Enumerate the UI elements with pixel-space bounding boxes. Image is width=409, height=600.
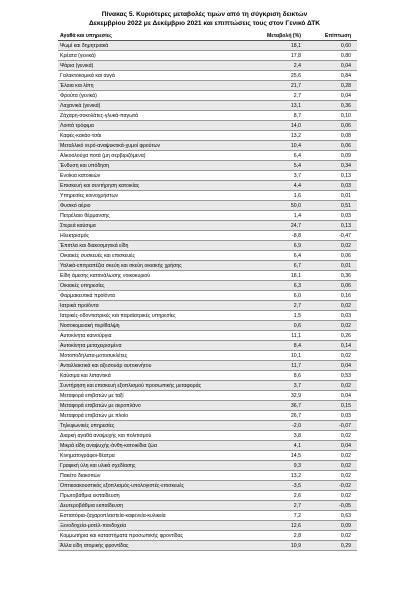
item-name-cell: Μεταφορά επιβατών με αεροπλάνο (58, 401, 223, 411)
item-name-cell: Γαλακτοκομικά και αυγά (58, 71, 223, 81)
table-row (58, 391, 357, 401)
effect-cell: 0,36 (305, 271, 357, 281)
table-title-line-1: Πίνακας 5. Κυριότερες μεταβολές τιμών από τη σύγκριση δεικτών (101, 11, 308, 18)
effect-cell: 0,13 (305, 171, 357, 181)
change-percent-cell: 11,1 (223, 331, 305, 341)
effect-cell: 0,06 (305, 281, 357, 291)
table-row (58, 441, 357, 451)
table-row (58, 251, 357, 261)
change-percent-cell: 12,6 (223, 521, 305, 531)
table-row (58, 181, 357, 191)
change-percent-cell: 26,7 (223, 411, 305, 421)
effect-cell: 0,29 (305, 541, 357, 551)
table-row (58, 381, 357, 391)
table-row (58, 141, 357, 151)
table-row (58, 81, 357, 91)
table-row (58, 171, 357, 181)
table-row (58, 151, 357, 161)
item-name-cell: Αλκοολούχα ποτά (μη σερβιριζόμενα) (58, 151, 223, 161)
table-row (58, 71, 357, 81)
change-percent-cell: 1,6 (223, 191, 305, 201)
item-name-cell: Αυτοκίνητα μεταχειρισμένα (58, 341, 223, 351)
table-row (58, 191, 357, 201)
table-row (58, 111, 357, 121)
table-row (58, 161, 357, 171)
table-row (58, 101, 357, 111)
change-percent-cell: 32,9 (223, 391, 305, 401)
table-row (58, 241, 357, 251)
table-row (58, 291, 357, 301)
item-name-cell: Οπτικοακουστικός εξοπλισμός-υπολογιστές-επισκευές (58, 481, 223, 491)
change-percent-cell: 9,3 (223, 461, 305, 471)
table-row (58, 261, 357, 271)
item-name-cell: Μοτοποδήλατα-μοτοσυκλέτες (58, 351, 223, 361)
item-name-cell: Κομμωτήρια και καταστήματα προσωπικής φροντίδας (58, 531, 223, 541)
item-name-cell: Φρούτα (γενικά) (58, 91, 223, 101)
change-percent-cell: 6,4 (223, 251, 305, 261)
change-percent-cell: 2,7 (223, 501, 305, 511)
change-percent-cell: 1,5 (223, 311, 305, 321)
effect-cell: 0,04 (305, 391, 357, 401)
table-row (58, 491, 357, 501)
table-row (58, 471, 357, 481)
effect-cell: 0,60 (305, 41, 357, 51)
table-row (58, 331, 357, 341)
table-row (58, 481, 357, 491)
change-percent-cell: 13,2 (223, 131, 305, 141)
effect-cell: 0,02 (305, 451, 357, 461)
item-name-cell: Γραφική ύλη και υλικά σχεδίασης (58, 461, 223, 471)
table-row (58, 311, 357, 321)
item-name-cell: Λαχανικά (γενικά) (58, 101, 223, 111)
item-name-cell: Μικρά είδη αναψυχής-άνθη-κατοικίδια ζώα (58, 441, 223, 451)
effect-cell: 0,51 (305, 201, 357, 211)
effect-cell: 0,01 (305, 191, 357, 201)
change-percent-cell: 6,4 (223, 151, 305, 161)
table-row (58, 361, 357, 371)
table-row (58, 351, 357, 361)
change-percent-cell: 3,7 (223, 171, 305, 181)
effect-cell: -0,47 (305, 231, 357, 241)
item-name-cell: Στερεά καύσιμα (58, 221, 223, 231)
effect-cell: 0,02 (305, 321, 357, 331)
change-percent-cell: 18,1 (223, 271, 305, 281)
change-percent-cell: 14,5 (223, 451, 305, 461)
change-percent-cell: -2,0 (223, 421, 305, 431)
item-name-cell: Φαρμακευτικά προϊόντα (58, 291, 223, 301)
effect-cell: 0,16 (305, 291, 357, 301)
table-row (58, 231, 357, 241)
item-name-cell: Οικιακές υπηρεσίες (58, 281, 223, 291)
item-name-cell: Διαρκή αγαθά αναψυχής και πολιτισμού (58, 431, 223, 441)
table-row (58, 511, 357, 521)
effect-cell: 0,13 (305, 221, 357, 231)
change-percent-cell: 13,1 (223, 101, 305, 111)
effect-cell: 0,36 (305, 101, 357, 111)
item-name-cell: Ηλεκτρισμός (58, 231, 223, 241)
table-row (58, 411, 357, 421)
change-percent-cell: 13,2 (223, 471, 305, 481)
change-percent-cell: 2,4 (223, 61, 305, 71)
table-row (58, 461, 357, 471)
item-name-cell: Ξενοδοχεία-μοτέλ-πανδοχεία (58, 521, 223, 531)
item-name-cell: Μεταφορά επιβατών με ταξί (58, 391, 223, 401)
effect-cell: 0,14 (305, 341, 357, 351)
item-name-cell: Επισκευή και συντήρηση κατοικίας (58, 181, 223, 191)
change-percent-cell: 24,7 (223, 221, 305, 231)
effect-cell: 0,01 (305, 261, 357, 271)
table-row (58, 91, 357, 101)
effect-cell: 0,84 (305, 71, 357, 81)
effect-cell: 0,09 (305, 521, 357, 531)
effect-cell: 0,06 (305, 121, 357, 131)
effect-cell: 0,26 (305, 331, 357, 341)
effect-cell: 0,34 (305, 161, 357, 171)
item-name-cell: Ιατρικές-οδοντιατρικές και παραϊατρικές υπηρεσίες (58, 311, 223, 321)
item-name-cell: Πετρέλαιο θέρμανσης (58, 211, 223, 221)
effect-cell: 0,15 (305, 401, 357, 411)
change-percent-cell: 10,1 (223, 351, 305, 361)
change-percent-cell: 6,3 (223, 281, 305, 291)
change-percent-cell: 8,6 (223, 371, 305, 381)
effect-cell: 0,09 (305, 151, 357, 161)
table-row (58, 51, 357, 61)
effect-cell: 0,02 (305, 301, 357, 311)
change-percent-cell: 2,6 (223, 491, 305, 501)
table-row (58, 321, 357, 331)
change-percent-cell: 2,8 (223, 531, 305, 541)
effect-cell: 0,28 (305, 81, 357, 91)
effect-cell: 0,02 (305, 351, 357, 361)
change-percent-cell: 10,9 (223, 541, 305, 551)
column-header-change: Μεταβολή (%) (223, 31, 305, 41)
change-percent-cell: 2,7 (223, 91, 305, 101)
effect-cell: 0,03 (305, 411, 357, 421)
table-row (58, 121, 357, 131)
effect-cell: 0,04 (305, 61, 357, 71)
change-percent-cell: 10,4 (223, 141, 305, 151)
table-row (58, 531, 357, 541)
item-name-cell: Ιατρικά προϊόντα (58, 301, 223, 311)
effect-cell: 0,06 (305, 251, 357, 261)
effect-cell: 0,02 (305, 431, 357, 441)
effect-cell: 0,02 (305, 491, 357, 501)
item-name-cell: Δευτεροβάθμια εκπαίδευση (58, 501, 223, 511)
item-name-cell: Πρωτοβάθμια εκπαίδευση (58, 491, 223, 501)
item-name-cell: Είδη άμεσης κατανάλωσης νοικοκυριού (58, 271, 223, 281)
price-changes-table (58, 31, 357, 551)
change-percent-cell: 14,0 (223, 121, 305, 131)
table-row (58, 281, 357, 291)
item-name-cell: Μεταλλικό νερό-αναψυκτικά-χυμοί φρούτων (58, 141, 223, 151)
item-name-cell: Έλαια και λίπη (58, 81, 223, 91)
item-name-cell: Ζάχαρη-σοκολάτες-γλυκά-παγωτά (58, 111, 223, 121)
item-name-cell: Ανταλλακτικά και αξεσουάρ αυτοκινήτου (58, 361, 223, 371)
effect-cell: 0,02 (305, 531, 357, 541)
table-row (58, 371, 357, 381)
table-row (58, 61, 357, 71)
item-name-cell: Λοιπά τρόφιμα (58, 121, 223, 131)
change-percent-cell: -8,8 (223, 231, 305, 241)
item-name-cell: Φυσικό αέριο (58, 201, 223, 211)
table-row (58, 501, 357, 511)
effect-cell: 0,80 (305, 51, 357, 61)
change-percent-cell: 8,4 (223, 341, 305, 351)
table-row (58, 451, 357, 461)
effect-cell: 0,06 (305, 141, 357, 151)
change-percent-cell: 2,7 (223, 301, 305, 311)
effect-cell: 0,04 (305, 361, 357, 371)
table-title (0, 10, 409, 28)
effect-cell: 0,04 (305, 441, 357, 451)
effect-cell: 0,02 (305, 381, 357, 391)
column-header-effect: Επίπτωση (305, 31, 357, 41)
item-name-cell: Ένδυση και υπόδηση (58, 161, 223, 171)
table-row (58, 271, 357, 281)
item-name-cell: Μεταφορά επιβατών με πλοίο (58, 411, 223, 421)
effect-cell: 0,02 (305, 461, 357, 471)
change-percent-cell: 0,6 (223, 321, 305, 331)
table-header-row (58, 31, 357, 41)
item-name-cell: Υπηρεσίες κοινοχρήστων (58, 191, 223, 201)
change-percent-cell: 17,8 (223, 51, 305, 61)
change-percent-cell: 4,4 (223, 181, 305, 191)
item-name-cell: Οικιακές συσκευές και επισκευές (58, 251, 223, 261)
item-name-cell: Καύσιμα και λιπαντικά (58, 371, 223, 381)
change-percent-cell: 6,7 (223, 261, 305, 271)
change-percent-cell: 36,7 (223, 401, 305, 411)
change-percent-cell: 8,7 (223, 111, 305, 121)
effect-cell: 0,63 (305, 511, 357, 521)
effect-cell: -0,05 (305, 501, 357, 511)
change-percent-cell: 6,0 (223, 291, 305, 301)
item-name-cell: Κινηματογράφοι-θέατρα (58, 451, 223, 461)
item-name-cell: Κρέατα (γενικά) (58, 51, 223, 61)
item-name-cell: Τηλεφωνικές υπηρεσίες (58, 421, 223, 431)
change-percent-cell: 11,7 (223, 361, 305, 371)
table-title-line-2: Δεκεμβρίου 2022 με Δεκέμβριο 2021 και επιπτώσεις τους στον Γενικό ΔΤΚ (88, 20, 321, 27)
table-row (58, 211, 357, 221)
table-row (58, 541, 357, 551)
table-row (58, 41, 357, 51)
effect-cell: -0,07 (305, 421, 357, 431)
effect-cell: 0,03 (305, 311, 357, 321)
effect-cell: 0,02 (305, 241, 357, 251)
change-percent-cell: 25,6 (223, 71, 305, 81)
item-name-cell: Υαλικά-επιτραπέζια σκεύη και σκεύη οικιακής χρήσης (58, 261, 223, 271)
effect-cell: 0,10 (305, 111, 357, 121)
change-percent-cell: 7,2 (223, 511, 305, 521)
change-percent-cell: 6,9 (223, 241, 305, 251)
item-name-cell: Έπιπλα και διακοσμητικά είδη (58, 241, 223, 251)
effect-cell: -0,02 (305, 481, 357, 491)
table-row (58, 131, 357, 141)
item-name-cell: Ψάρια (γενικά) (58, 61, 223, 71)
item-name-cell: Άλλα είδη ατομικής φροντίδας (58, 541, 223, 551)
change-percent-cell: -3,5 (223, 481, 305, 491)
table-body (58, 41, 357, 551)
change-percent-cell: 3,8 (223, 431, 305, 441)
item-name-cell: Νοσοκομειακή περίθαλψη (58, 321, 223, 331)
change-percent-cell: 5,4 (223, 161, 305, 171)
effect-cell: 0,53 (305, 371, 357, 381)
table-row (58, 431, 357, 441)
change-percent-cell: 21,7 (223, 81, 305, 91)
item-name-cell: Καφές-κακάο-τσάι (58, 131, 223, 141)
item-name-cell: Ψωμί και δημητριακά (58, 41, 223, 51)
item-name-cell: Εστιατόρια-ζαχαροπλαστεία-καφενεία-κυλικεία (58, 511, 223, 521)
change-percent-cell: 18,1 (223, 41, 305, 51)
item-name-cell: Ενοίκια κατοικιών (58, 171, 223, 181)
table-row (58, 401, 357, 411)
change-percent-cell: 3,7 (223, 381, 305, 391)
change-percent-cell: 1,4 (223, 211, 305, 221)
column-header-goods-services: Αγαθά και υπηρεσίες (58, 31, 223, 41)
effect-cell: 0,02 (305, 471, 357, 481)
effect-cell: 0,04 (305, 91, 357, 101)
effect-cell: 0,08 (305, 131, 357, 141)
table-row (58, 301, 357, 311)
table-row (58, 421, 357, 431)
effect-cell: 0,03 (305, 211, 357, 221)
table-row (58, 341, 357, 351)
table-row (58, 201, 357, 211)
table-row (58, 221, 357, 231)
item-name-cell: Αυτοκίνητα καινούργια (58, 331, 223, 341)
effect-cell: 0,03 (305, 181, 357, 191)
change-percent-cell: 4,1 (223, 441, 305, 451)
item-name-cell: Πακέτο διακοπών (58, 471, 223, 481)
item-name-cell: Συντήρηση και επισκευή εξοπλισμού προσωπικής μεταφοράς (58, 381, 223, 391)
table-row (58, 521, 357, 531)
change-percent-cell: 50,0 (223, 201, 305, 211)
